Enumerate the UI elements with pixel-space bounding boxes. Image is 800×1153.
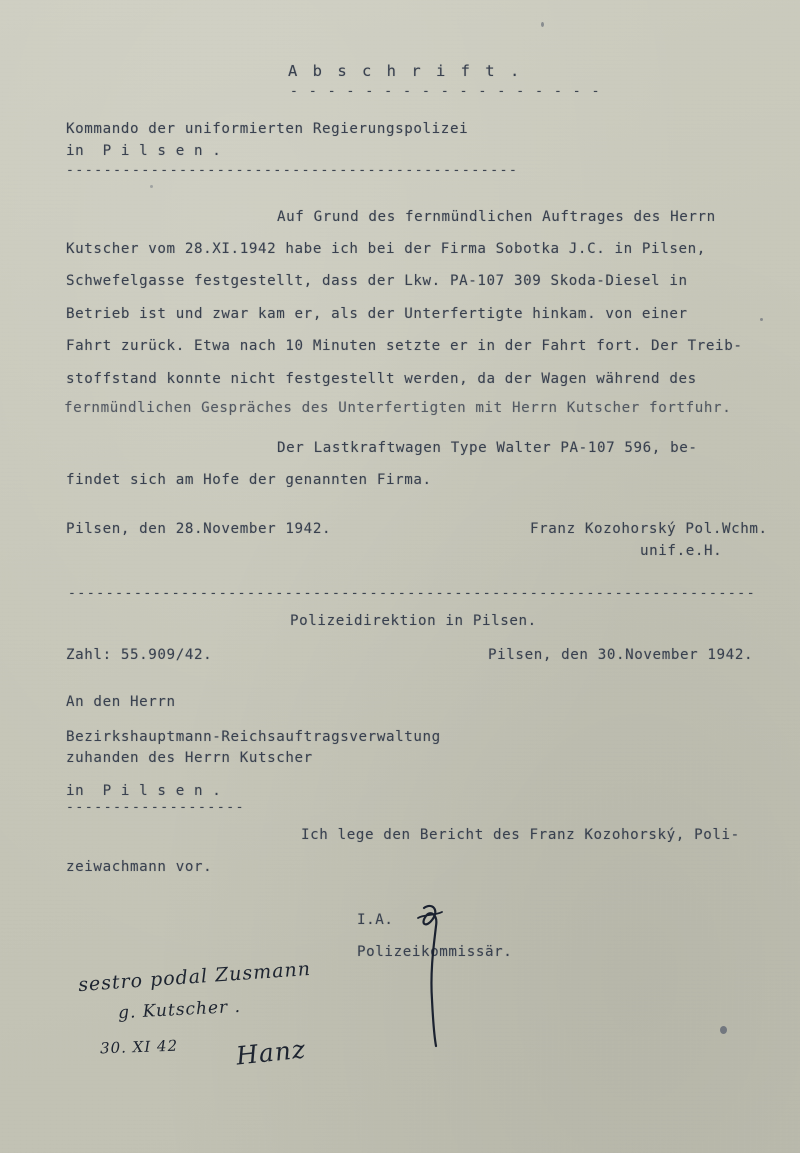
body-paragraph-2-line-1: Der Lastkraftwagen Type Walter PA-107 596, be- [277,440,698,456]
handwritten-date: 30. XI 42 [99,1036,179,1058]
body-paragraph-1-line-5: Fahrt zurück. Etwa nach 10 Minuten setzte er in der Fahrt fort. Der Treib- [66,338,743,354]
section2-body-line-1: Ich lege den Bericht des Franz Kozohorský, Poli- [301,827,740,843]
addressee-line-2: Bezirkshauptmann-Reichsauftragsverwaltung [66,729,441,745]
addressee-line-3: zuhanden des Herrn Kutscher [66,750,313,766]
signature-2-title: Polizeikommissär. [357,944,513,960]
section2-heading: Polizeidirektion in Pilsen. [290,613,537,629]
header-authority-line-1: Kommando der uniformierten Regierungspolizei [66,121,469,137]
handwritten-note-line-2: g. Kutscher . [117,996,242,1024]
signature-1-place-date: Pilsen, den 28.November 1942. [66,521,332,537]
addressee-line-4: in P i l s e n . [66,783,222,799]
ink-signature-stroke [410,900,450,1050]
addressee-underline-rule: ------------------- [66,800,246,815]
body-paragraph-1-line-6: stoffstand konnte nicht festgestellt werden, da der Wagen während des [66,371,697,387]
section2-place-date: Pilsen, den 30.November 1942. [488,647,754,663]
title-underline-rule: - - - - - - - - - - - - - - - - - [290,84,602,99]
body-paragraph-2-line-2: findet sich am Hofe der genannten Firma. [66,472,432,488]
header-rule: ------------------------------------------------ [66,163,519,178]
document-title: A b s c h r i f t . [288,62,523,80]
body-paragraph-1-line-3: Schwefelgasse festgestellt, dass der Lkw. PA-107 309 Skoda-Diesel in [66,273,688,289]
addressee-line-1: An den Herrn [66,694,176,710]
body-paragraph-1-line-2: Kutscher vom 28.XI.1942 habe ich bei der Firma Sobotka J.C. in Pilsen, [66,241,706,257]
section-divider-rule: ------------------------------------------------------------------------- [68,586,757,601]
body-paragraph-1-line-1: Auf Grund des fernmündlichen Auftrages des Herrn [277,209,716,225]
section2-file-number: Zahl: 55.909/42. [66,647,213,663]
section2-body-line-2: zeiwachmann vor. [66,859,213,875]
handwritten-signature: Hanz [234,1034,308,1071]
body-paragraph-1-line-4: Betrieb ist und zwar kam er, als der Unterfertigte hinkam. von einer [66,306,688,322]
signature-1-rank: unif.e.H. [640,543,723,559]
handwritten-note-line-1: sestro podal Zusmann [77,957,312,997]
signature-2-by-order: I.A. [357,912,394,928]
header-authority-line-2: in P i l s e n . [66,143,222,159]
signature-1-name: Franz Kozohorský Pol.Wchm. [530,521,768,537]
body-paragraph-1-line-7: fernmündlichen Gespräches des Unterfertigten mit Herrn Kutscher fortfuhr. [64,400,732,416]
